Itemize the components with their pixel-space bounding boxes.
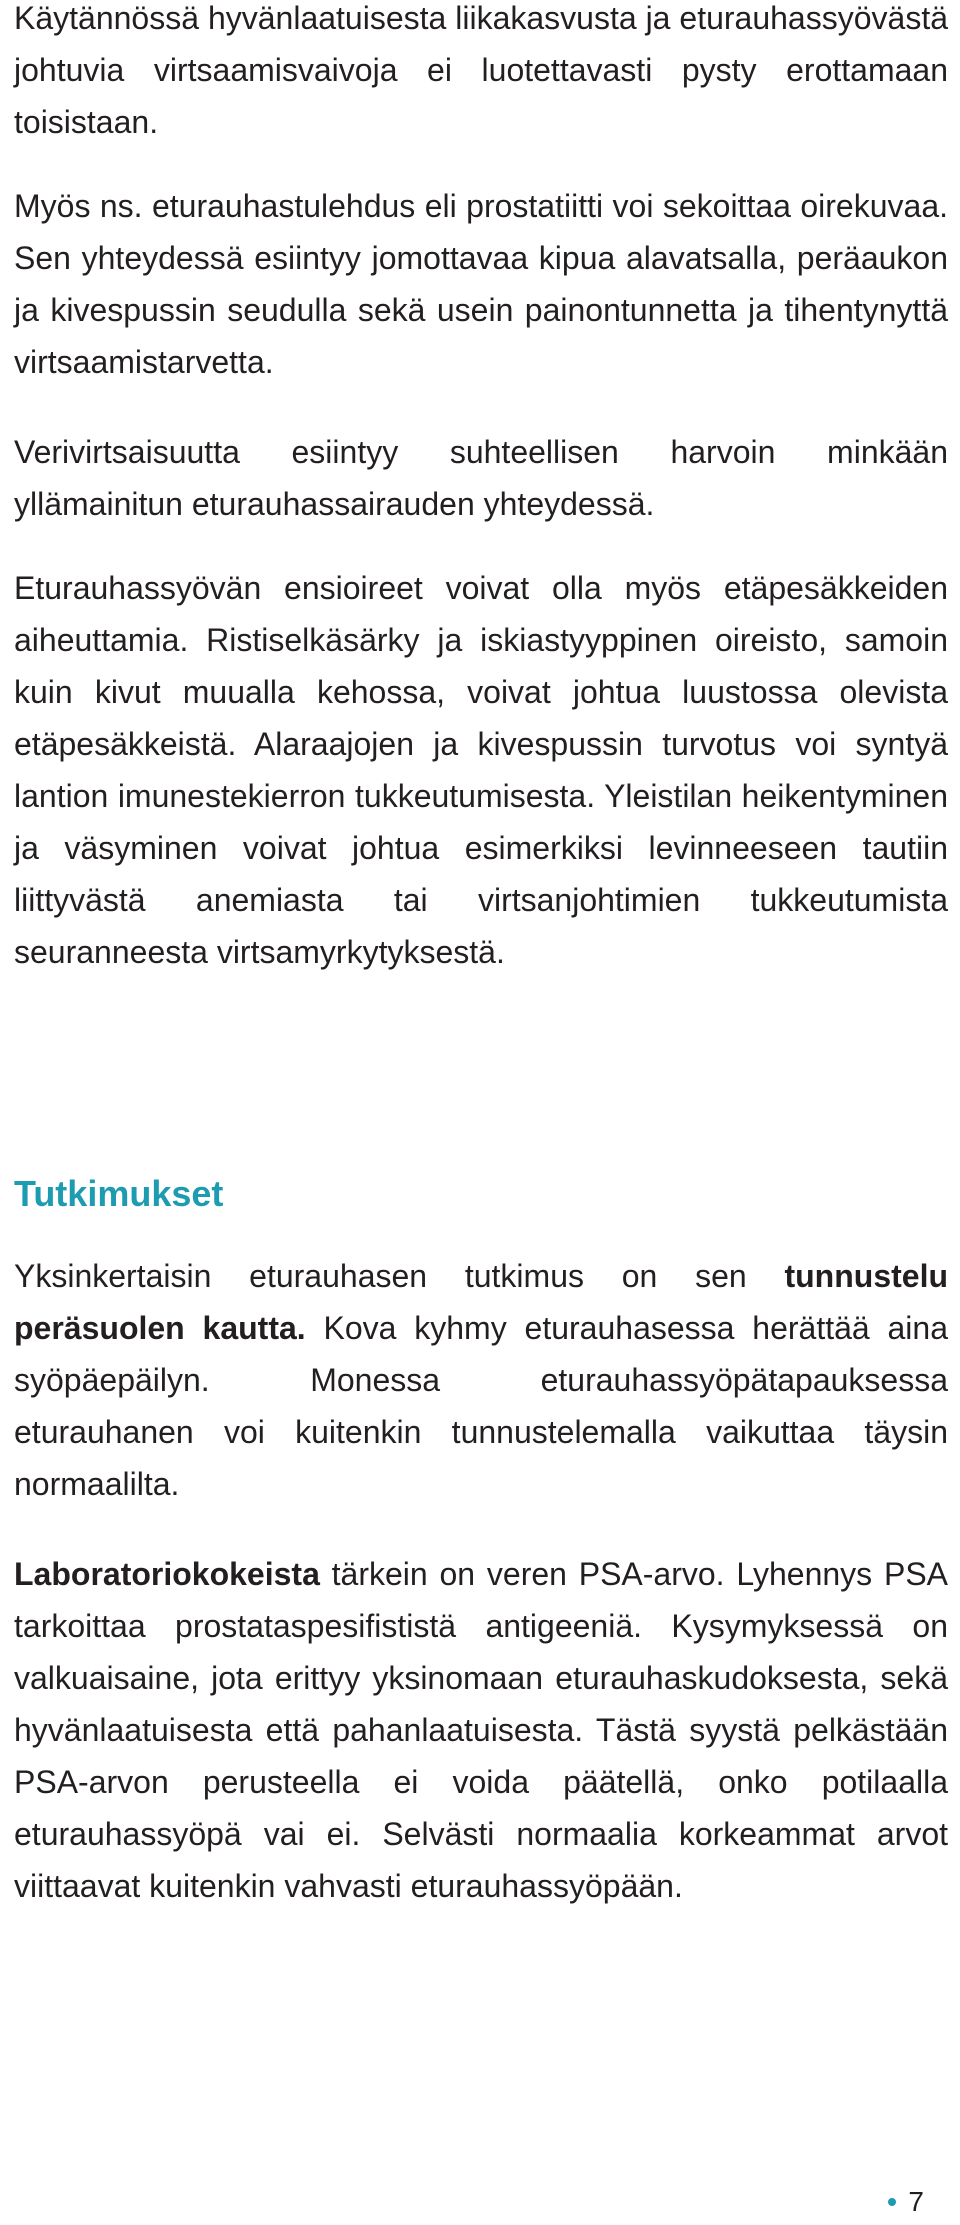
page-number: 7 (908, 2186, 924, 2217)
paragraph-metastasis-symptoms: Eturauhassyövän ensioireet voivat olla myös etäpesäkkeiden aiheuttamia. Ristiselkäsärky ja iskiastyyppinen oireisto, samoin kuin kivut muualla kehossa, voivat johtua luustossa olevista etäpesäkkeistä. Alaraajojen ja kivespussin turvotus voi syntyä lantion imunestekierron tukkeutumisesta. Yleistilan heikentyminen ja väsyminen voivat johtua esimerkiksi levinneeseen tautiin liittyvästä anemiasta tai virtsanjohtimien tukkeutumista seuranneesta virtsamyrkytyksestä. (14, 570, 948, 970)
paragraph-prostatitis: Myös ns. eturauhastulehdus eli prostatiitti voi sekoittaa oirekuvaa. Sen yhteydessä esiintyy jomottavaa kipua alavatsalla, peräaukon ja kivespussin seudulla sekä usein painontunnetta ja tihentynyttä virtsaamistarvetta. (14, 188, 948, 380)
paragraph-hematuria: Verivirtsaisuutta esiintyy suhteellisen harvoin minkään yllämainitun eturauhassairauden yhteydessä. (14, 434, 948, 522)
section-heading-tutkimukset: Tutkimukset (14, 1173, 224, 1214)
palpation-text-start: Yksinkertaisin eturauhasen tutkimus on sen (14, 1258, 785, 1294)
paragraph-psa (14, 1548, 948, 1912)
psa-text: tärkein on veren PSA-arvo. Lyhennys PSA tarkoittaa prostataspesifististä antigeeniä. Kysymyksessä on valkuaisaine, jota erittyy yksinomaan eturauhaskudoksesta, sekä hyvänlaatuisesta että pahanlaatuisesta. Tästä syystä pelkästään PSA-arvon perusteella ei voida päätellä, onko potilaalla eturauhassyöpä vai ei. Selvästi normaalia korkeammat arvot viittaavat kuitenkin vahvasti eturauhassyöpään. (14, 1556, 948, 1904)
paragraph-intro: Käytännössä hyvänlaatuisesta liikakasvusta ja eturauhassyövästä johtuvia virtsaamisvaivoja ei luotettavasti pysty erottamaan toisistaan. (14, 0, 948, 140)
palpation-bold-term: tunnustelu peräsuolen kautta. (14, 1258, 948, 1346)
laboratory-bold-term: Laboratoriokokeista (14, 1556, 320, 1592)
palpation-text-end: Kova kyhmy eturauhasessa herättää aina syöpäepäilyn. Monessa eturauhassyöpätapauksessa eturauhanen voi kuitenkin tunnustelemalla vaikuttaa täysin normaalilta. (14, 1310, 949, 1502)
page-footer (888, 2186, 924, 2218)
paragraph-palpation (14, 1250, 948, 1510)
bullet-dot-icon (888, 2198, 896, 2206)
